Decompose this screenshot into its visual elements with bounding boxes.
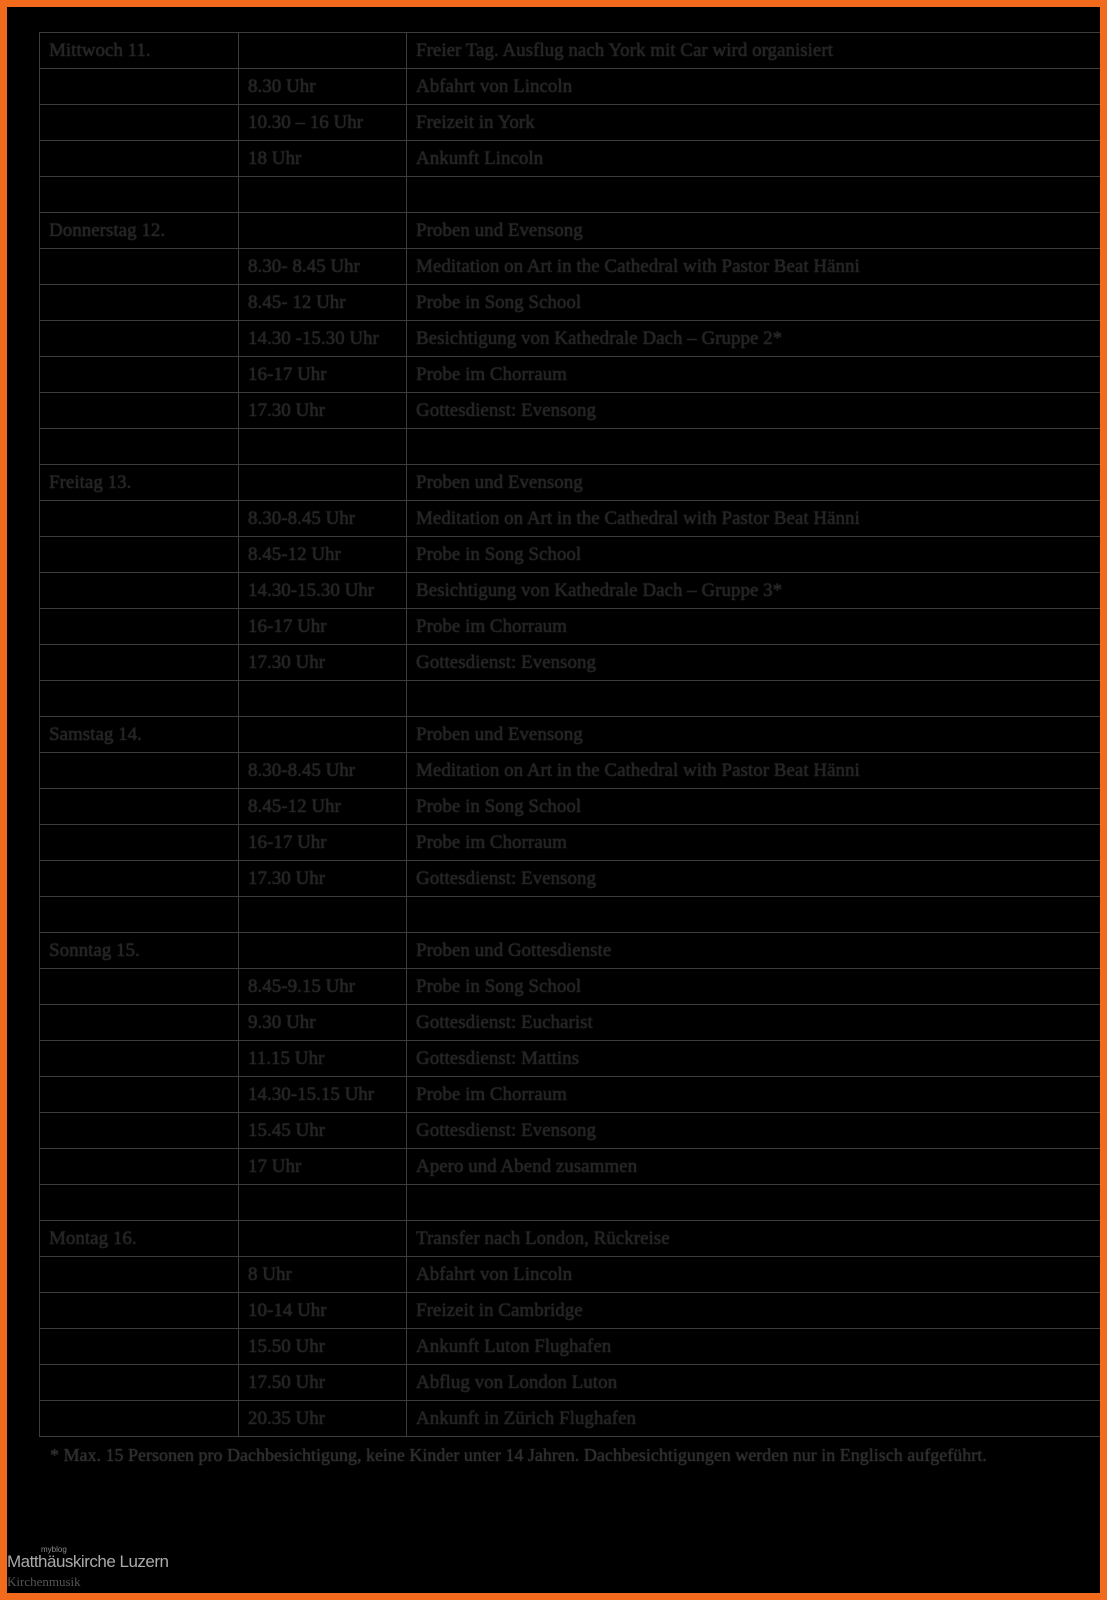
table-row: [40, 1221, 1106, 1257]
table-row: [40, 285, 1106, 321]
time-cell: 20.35 Uhr: [239, 1401, 407, 1437]
event-cell: [407, 1185, 1106, 1221]
time-cell: 17.30 Uhr: [239, 645, 407, 681]
event-cell: Proben und Evensong: [407, 717, 1106, 753]
day-cell: [40, 1293, 239, 1329]
day-cell: [40, 1401, 239, 1437]
event-cell: Besichtigung von Kathedrale Dach – Gruppe 2*: [407, 321, 1106, 357]
event-cell: Freizeit in York: [407, 105, 1106, 141]
event-cell: Meditation on Art in the Cathedral with Pastor Beat Hänni: [407, 249, 1106, 285]
event-cell: Gottesdienst: Evensong: [407, 861, 1106, 897]
event-cell: Probe in Song School: [407, 285, 1106, 321]
time-cell: 8.30- 8.45 Uhr: [239, 249, 407, 285]
table-row: [40, 1401, 1106, 1437]
day-cell: Sonntag 15.: [40, 933, 239, 969]
brand-name: Matthäuskirche Luzern: [7, 1552, 169, 1571]
time-cell: [239, 33, 407, 69]
footnote: * Max. 15 Personen pro Dachbesichtigung, keine Kinder unter 14 Jahren. Dachbesichtigungen werden nur in Englisch aufgeführt.: [50, 1445, 987, 1465]
table-row: [40, 1005, 1106, 1041]
time-cell: [239, 465, 407, 501]
table-row: [40, 465, 1106, 501]
time-cell: [239, 717, 407, 753]
day-cell: [40, 609, 239, 645]
table-row: [40, 213, 1106, 249]
table-row: [40, 1041, 1106, 1077]
day-cell: [40, 789, 239, 825]
table-row: [40, 105, 1106, 141]
time-cell: 8.45-9.15 Uhr: [239, 969, 407, 1005]
event-cell: Besichtigung von Kathedrale Dach – Gruppe 3*: [407, 573, 1106, 609]
day-cell: [40, 1257, 239, 1293]
event-cell: Ankunft Luton Flughafen: [407, 1329, 1106, 1365]
event-cell: Probe im Chorraum: [407, 357, 1106, 393]
time-cell: 18 Uhr: [239, 141, 407, 177]
event-cell: Proben und Evensong: [407, 213, 1106, 249]
event-cell: Transfer nach London, Rückreise: [407, 1221, 1106, 1257]
event-cell: [407, 429, 1106, 465]
time-cell: [239, 1221, 407, 1257]
table-row: [40, 897, 1106, 933]
event-cell: Ankunft in Zürich Flughafen: [407, 1401, 1106, 1437]
event-cell: Probe im Chorraum: [407, 825, 1106, 861]
time-cell: [239, 681, 407, 717]
time-cell: 8.45-12 Uhr: [239, 789, 407, 825]
time-cell: 8.30-8.45 Uhr: [239, 501, 407, 537]
event-cell: Gottesdienst: Evensong: [407, 1113, 1106, 1149]
day-cell: [40, 897, 239, 933]
event-cell: Freizeit in Cambridge: [407, 1293, 1106, 1329]
time-cell: 8 Uhr: [239, 1257, 407, 1293]
day-cell: [40, 1149, 239, 1185]
day-cell: [40, 969, 239, 1005]
table-row: [40, 717, 1106, 753]
event-cell: Abfahrt von Lincoln: [407, 1257, 1106, 1293]
day-cell: [40, 1365, 239, 1401]
time-cell: 15.50 Uhr: [239, 1329, 407, 1365]
time-cell: 8.45-12 Uhr: [239, 537, 407, 573]
time-cell: 9.30 Uhr: [239, 1005, 407, 1041]
day-cell: [40, 1113, 239, 1149]
event-cell: Freier Tag. Ausflug nach York mit Car wird organisiert: [407, 33, 1106, 69]
event-cell: Probe im Chorraum: [407, 1077, 1106, 1113]
table-row: [40, 501, 1106, 537]
table-row: [40, 969, 1106, 1005]
table-row: [40, 681, 1106, 717]
day-cell: Mittwoch 11.: [40, 33, 239, 69]
table-row: [40, 573, 1106, 609]
event-cell: [407, 681, 1106, 717]
time-cell: 17.30 Uhr: [239, 393, 407, 429]
time-cell: 11.15 Uhr: [239, 1041, 407, 1077]
table-row: [40, 69, 1106, 105]
day-cell: Samstag 14.: [40, 717, 239, 753]
day-cell: [40, 1329, 239, 1365]
table-row: [40, 1185, 1106, 1221]
table-row: [40, 1149, 1106, 1185]
day-cell: [40, 393, 239, 429]
time-cell: [239, 213, 407, 249]
time-cell: 10.30 – 16 Uhr: [239, 105, 407, 141]
event-cell: Abflug von London Luton: [407, 1365, 1106, 1401]
event-cell: Probe im Chorraum: [407, 609, 1106, 645]
brand-small-text: myblog: [41, 1545, 67, 1554]
event-cell: [407, 897, 1106, 933]
day-cell: [40, 1185, 239, 1221]
event-cell: Proben und Gottesdienste: [407, 933, 1106, 969]
day-cell: [40, 177, 239, 213]
table-row: [40, 1329, 1106, 1365]
event-cell: Meditation on Art in the Cathedral with Pastor Beat Hänni: [407, 501, 1106, 537]
day-cell: [40, 1077, 239, 1113]
table-row: [40, 609, 1106, 645]
time-cell: 8.30 Uhr: [239, 69, 407, 105]
day-cell: [40, 573, 239, 609]
time-cell: 8.30-8.45 Uhr: [239, 753, 407, 789]
time-cell: 17.50 Uhr: [239, 1365, 407, 1401]
time-cell: 8.45- 12 Uhr: [239, 285, 407, 321]
time-cell: 17 Uhr: [239, 1149, 407, 1185]
event-cell: Meditation on Art in the Cathedral with Pastor Beat Hänni: [407, 753, 1106, 789]
day-cell: [40, 825, 239, 861]
table-row: [40, 141, 1106, 177]
time-cell: [239, 177, 407, 213]
time-cell: [239, 933, 407, 969]
event-cell: Gottesdienst: Evensong: [407, 393, 1106, 429]
table-row: [40, 177, 1106, 213]
table-row: [40, 537, 1106, 573]
event-cell: Apero und Abend zusammen: [407, 1149, 1106, 1185]
table-row: [40, 1113, 1106, 1149]
table-row: [40, 645, 1106, 681]
time-cell: 15.45 Uhr: [239, 1113, 407, 1149]
event-cell: Proben und Evensong: [407, 465, 1106, 501]
table-row: [40, 1077, 1106, 1113]
time-cell: [239, 429, 407, 465]
table-row: [40, 825, 1106, 861]
day-cell: [40, 753, 239, 789]
event-cell: Gottesdienst: Evensong: [407, 645, 1106, 681]
day-cell: [40, 69, 239, 105]
table-row: [40, 933, 1106, 969]
day-cell: [40, 645, 239, 681]
event-cell: Ankunft Lincoln: [407, 141, 1106, 177]
event-cell: Abfahrt von Lincoln: [407, 69, 1106, 105]
event-cell: Probe in Song School: [407, 969, 1106, 1005]
event-cell: Probe in Song School: [407, 789, 1106, 825]
table-row: [40, 357, 1106, 393]
day-cell: Freitag 13.: [40, 465, 239, 501]
event-cell: Gottesdienst: Eucharist: [407, 1005, 1106, 1041]
table-row: [40, 33, 1106, 69]
day-cell: [40, 537, 239, 573]
day-cell: [40, 285, 239, 321]
day-cell: [40, 1041, 239, 1077]
brand-subtitle: Kirchenmusik: [7, 1574, 81, 1589]
table-row: [40, 861, 1106, 897]
event-cell: Gottesdienst: Mattins: [407, 1041, 1106, 1077]
event-cell: Probe in Song School: [407, 537, 1106, 573]
time-cell: 14.30-15.15 Uhr: [239, 1077, 407, 1113]
brand-logo: [7, 1545, 169, 1590]
time-cell: 14.30-15.30 Uhr: [239, 573, 407, 609]
schedule-body: [40, 33, 1106, 1437]
table-row: [40, 753, 1106, 789]
time-cell: [239, 1185, 407, 1221]
day-cell: [40, 321, 239, 357]
table-row: [40, 1257, 1106, 1293]
time-cell: 14.30 -15.30 Uhr: [239, 321, 407, 357]
time-cell: [239, 897, 407, 933]
table-row: [40, 789, 1106, 825]
day-cell: [40, 501, 239, 537]
day-cell: Montag 16.: [40, 1221, 239, 1257]
day-cell: [40, 357, 239, 393]
time-cell: 16-17 Uhr: [239, 609, 407, 645]
day-cell: [40, 1005, 239, 1041]
time-cell: 16-17 Uhr: [239, 357, 407, 393]
schedule-table: [39, 32, 1106, 1437]
day-cell: [40, 429, 239, 465]
day-cell: Donnerstag 12.: [40, 213, 239, 249]
time-cell: 16-17 Uhr: [239, 825, 407, 861]
table-row: [40, 1365, 1106, 1401]
table-row: [40, 1293, 1106, 1329]
day-cell: [40, 681, 239, 717]
day-cell: [40, 249, 239, 285]
table-row: [40, 393, 1106, 429]
event-cell: [407, 177, 1106, 213]
table-row: [40, 429, 1106, 465]
day-cell: [40, 105, 239, 141]
table-row: [40, 321, 1106, 357]
day-cell: [40, 141, 239, 177]
day-cell: [40, 861, 239, 897]
table-row: [40, 249, 1106, 285]
time-cell: 17.30 Uhr: [239, 861, 407, 897]
time-cell: 10-14 Uhr: [239, 1293, 407, 1329]
